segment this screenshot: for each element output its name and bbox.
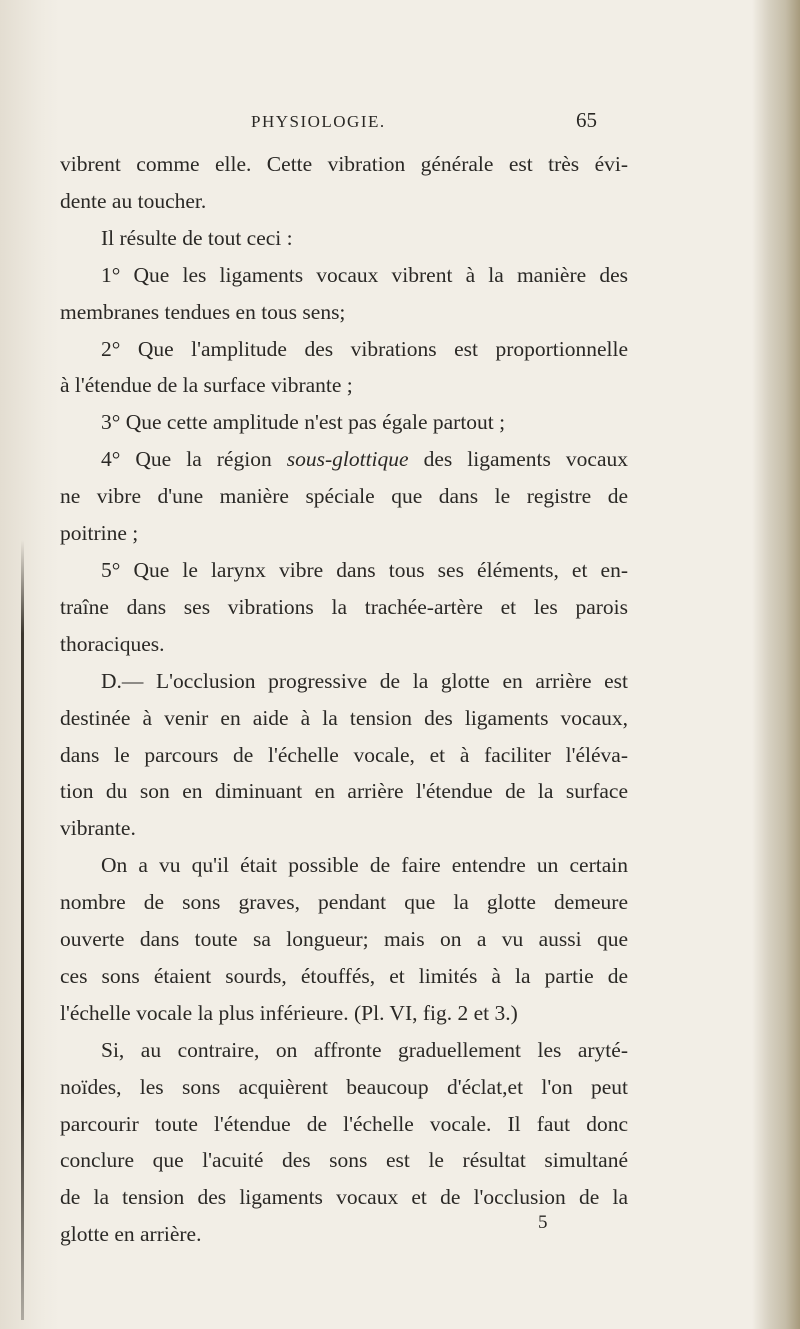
text-line: dente au toucher. <box>60 188 207 213</box>
text-line: nombre de sons graves, pendant que la glotte demeure <box>60 890 628 915</box>
body-text <box>60 146 628 1253</box>
text-line: On a vu qu'il était possible de faire entendre un certain <box>101 853 628 878</box>
text-line: destinée à venir en aide à la tension des ligaments vocaux, <box>60 705 628 730</box>
text-line: poitrine ; <box>60 521 139 546</box>
text-line: Il résulte de tout ceci : <box>101 225 293 250</box>
italic-term: sous-glottique <box>286 447 409 472</box>
text-line: 1° Que les ligaments vocaux vibrent à la manière des <box>101 262 628 287</box>
page-edge-shadow <box>752 0 800 1329</box>
text-line-with-italic <box>60 441 628 478</box>
text-line: D.— L'occlusion progressive de la glotte en arrière est <box>101 668 628 693</box>
text-line: thoraciques. <box>60 631 165 656</box>
text-line: à l'étendue de la surface vibrante ; <box>60 373 353 398</box>
text-line: 5° Que le larynx vibre dans tous ses éléments, et en- <box>101 557 628 582</box>
text-line: de la tension des ligaments vocaux et de l'occlusion de la <box>60 1185 628 1210</box>
running-head: PHYSIOLOGIE. <box>251 112 386 131</box>
page-number: 65 <box>576 108 597 132</box>
text-line: dans le parcours de l'échelle vocale, et à faciliter l'éléva- <box>60 742 628 767</box>
binding-gutter <box>21 540 24 1320</box>
text-line: noïdes, les sons acquièrent beaucoup d'éclat,et l'on peut <box>60 1074 628 1099</box>
text-line: ces sons étaient sourds, étouffés, et limités à la partie de <box>60 963 628 988</box>
text-line: membranes tendues en tous sens; <box>60 299 346 324</box>
text-line: tion du son en diminuant en arrière l'étendue de la surface <box>60 779 628 804</box>
text-line: traîne dans ses vibrations la trachée-artère et les parois <box>60 594 628 619</box>
text-line: parcourir toute l'étendue de l'échelle vocale. Il faut donc <box>60 1111 628 1136</box>
text-line: ouverte dans toute sa longueur; mais on a vu aussi que <box>60 927 628 952</box>
text-segment: 4° Que la région <box>101 447 272 472</box>
text-line: 2° Que l'amplitude des vibrations est proportionnelle <box>101 336 628 361</box>
text-line: l'échelle vocale la plus inférieure. (Pl. VI, fig. 2 et 3.) <box>60 1000 518 1025</box>
signature-mark: 5 <box>538 1212 548 1233</box>
text-line: Si, au contraire, on affronte graduellement les aryté- <box>101 1037 628 1062</box>
page-shadow-left <box>0 0 60 1329</box>
text-line: ne vibre d'une manière spéciale que dans le registre de <box>60 484 628 509</box>
text-line: vibrent comme elle. Cette vibration générale est très évi- <box>60 152 628 176</box>
text-line: 3° Que cette amplitude n'est pas égale partout ; <box>101 410 506 435</box>
text-line: glotte en arrière. <box>60 1222 202 1247</box>
text-line: conclure que l'acuité des sons est le résultat simultané <box>60 1148 628 1173</box>
text-line: vibrante. <box>60 816 136 841</box>
text-segment: des ligaments vocaux <box>423 447 629 472</box>
